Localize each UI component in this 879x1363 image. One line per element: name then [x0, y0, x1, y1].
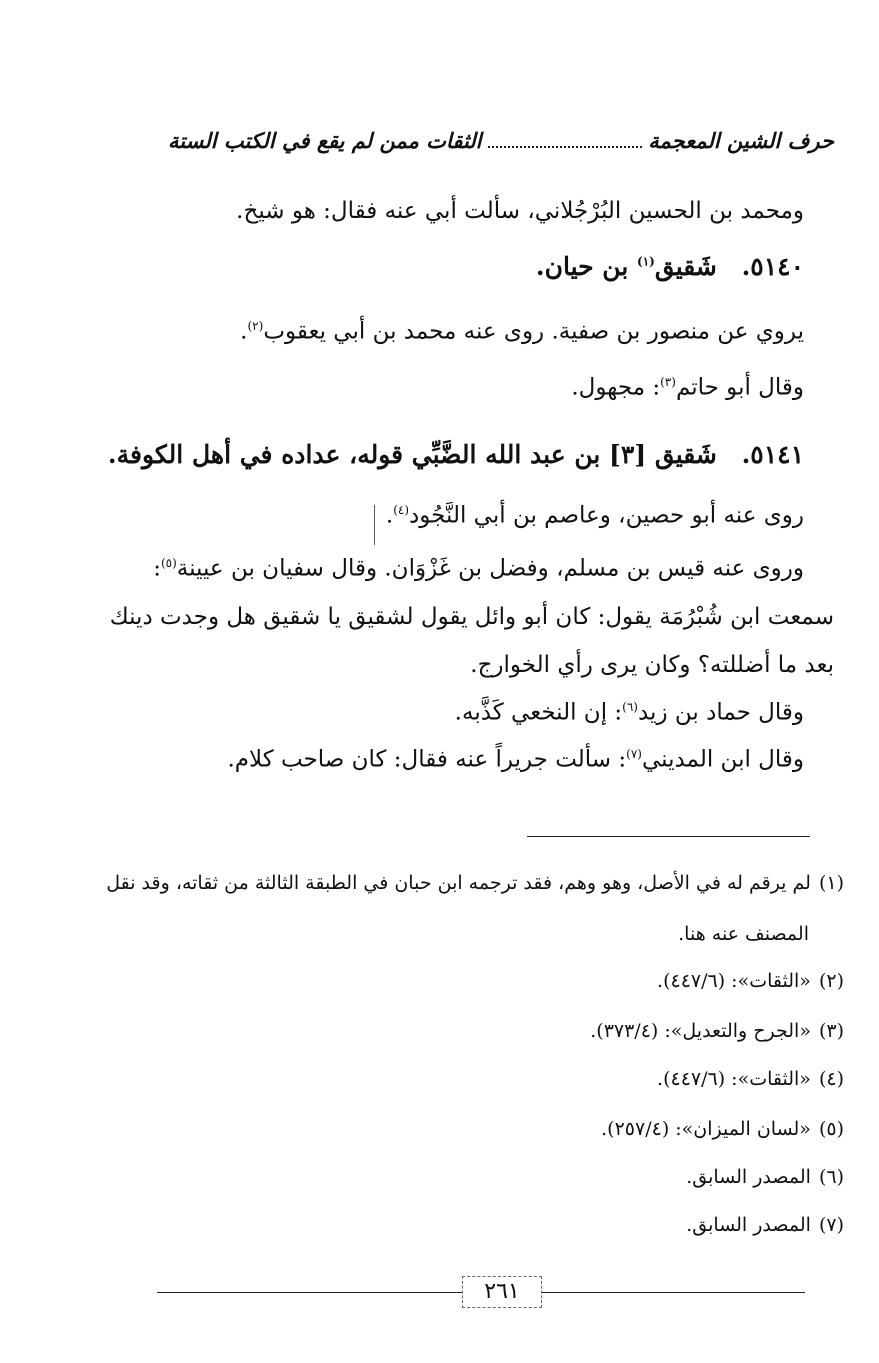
footnote [138, 1216, 844, 1235]
text-line-end: : [153, 555, 161, 582]
footnote-text: «لسان الميزان»: (٢٥٧/٤). [601, 1118, 811, 1140]
entry-number: ٥١٤١. [741, 440, 804, 469]
footnote-text: «الجرح والتعديل»: (٣٧٣/٤). [590, 1020, 811, 1042]
footnote [138, 1022, 844, 1041]
footnote [106, 872, 844, 894]
text-line-content: بعد ما أضللته؟ وكان يرى رأي الخوارج. [470, 652, 834, 678]
footnote-ref: (٥) [160, 556, 177, 570]
header-dot-leader [488, 132, 643, 148]
entry-name: شَقيق [654, 252, 717, 281]
footnote-text: لم يرقم له في الأصل، وهو وهم، فقد ترجمه ابن حبان في الطبقة الثالثة من ثقاته، وقد نقل [106, 872, 811, 894]
text-line [160, 376, 804, 400]
text-line-content: وقال ابن المديني [641, 746, 804, 773]
footnote-number: (١) [818, 872, 844, 894]
footnote-number: (٦) [818, 1166, 844, 1188]
footnote [138, 1168, 844, 1187]
footnote-text: المصدر السابق. [686, 1214, 811, 1236]
footnote-number: (٣) [818, 1020, 844, 1042]
entry-number: ٥١٤٠. [741, 252, 804, 281]
header-book-title: الثقات ممن لم يقع في الكتب الستة [168, 128, 482, 153]
footnote [138, 925, 817, 944]
entry-5141-title [107, 440, 804, 469]
footnote-text: المصدر السابق. [686, 1166, 811, 1188]
text-line-end: . [385, 502, 394, 529]
bottom-rule-right [540, 1292, 805, 1293]
running-header [168, 128, 834, 162]
text-line-end: : سألت جريراً عنه فقال: كان صاحب كلام. [227, 746, 627, 773]
footnote-ref: (٣) [660, 375, 676, 389]
footnote [138, 1070, 844, 1089]
entry-5140-title [160, 254, 804, 279]
footnote-text: «الثقات»: (٤٤٧/٦). [657, 1068, 811, 1090]
footnote [138, 972, 844, 991]
text-line [158, 654, 834, 677]
header-chapter-title: حرف الشين المعجمة [648, 128, 834, 153]
footnote [138, 1120, 844, 1139]
text-line [160, 701, 804, 725]
page-number: ٢٦١ [462, 1276, 542, 1308]
text-line-content: وقال حماد بن زيد [637, 699, 804, 726]
text-line-end: : إن النخعي كَذَّبه. [454, 699, 623, 726]
footnote-number: (٥) [818, 1118, 844, 1140]
footnote-ref: (٦) [622, 700, 638, 714]
footnote-text: المصنف عنه هنا. [678, 923, 809, 945]
text-line-content: وروى عنه قيس بن مسلم، وفضل بن غَزْوَان. وقال سفيان بن عيينة [176, 555, 804, 582]
text-line [109, 604, 834, 630]
text-line [160, 504, 804, 528]
footnote-ref: (٢) [247, 319, 264, 333]
text-line [153, 555, 804, 582]
bottom-rule-left [157, 1292, 462, 1293]
footnote-number: (٢) [818, 970, 844, 992]
text-line [160, 200, 804, 223]
text-line-content: وقال أبو حاتم [675, 374, 804, 401]
footnote-number: (٤) [818, 1068, 844, 1090]
text-line-content: روى عنه أبو حصين، وعاصم بن أبي النَّجُود [409, 502, 804, 529]
text-line-end: : مجهول. [571, 374, 661, 401]
entry-title-text: شَقيق [٣] بن عبد الله الضَّبِّي قوله، عداده في أهل الكوفة. [107, 440, 717, 469]
footnote-separator [527, 836, 810, 837]
text-line-content: سمعت ابن شُبْرُمَة يقول: كان أبو وائل يقول لشقيق يا شقيق هل وجدت دينك [109, 604, 834, 630]
text-line-content: ومحمد بن الحسين البُرْجُلاني، سألت أبي عنه فقال: هو شيخ. [236, 198, 804, 224]
text-line [160, 748, 804, 772]
footnote-number: (٧) [818, 1214, 844, 1236]
text-line-content: يروي عن منصور بن صفية. روى عنه محمد بن أبي يعقوب [263, 318, 804, 345]
text-line-end: . [240, 318, 248, 345]
footnote-ref: (٤) [393, 503, 410, 517]
text-line [160, 320, 804, 344]
entry-name-rest: بن حيان. [535, 252, 629, 281]
footnote-ref: (٧) [626, 747, 642, 761]
footnote-text: «الثقات»: (٤٤٧/٦). [657, 970, 811, 992]
footnote-ref: (١) [637, 254, 655, 269]
